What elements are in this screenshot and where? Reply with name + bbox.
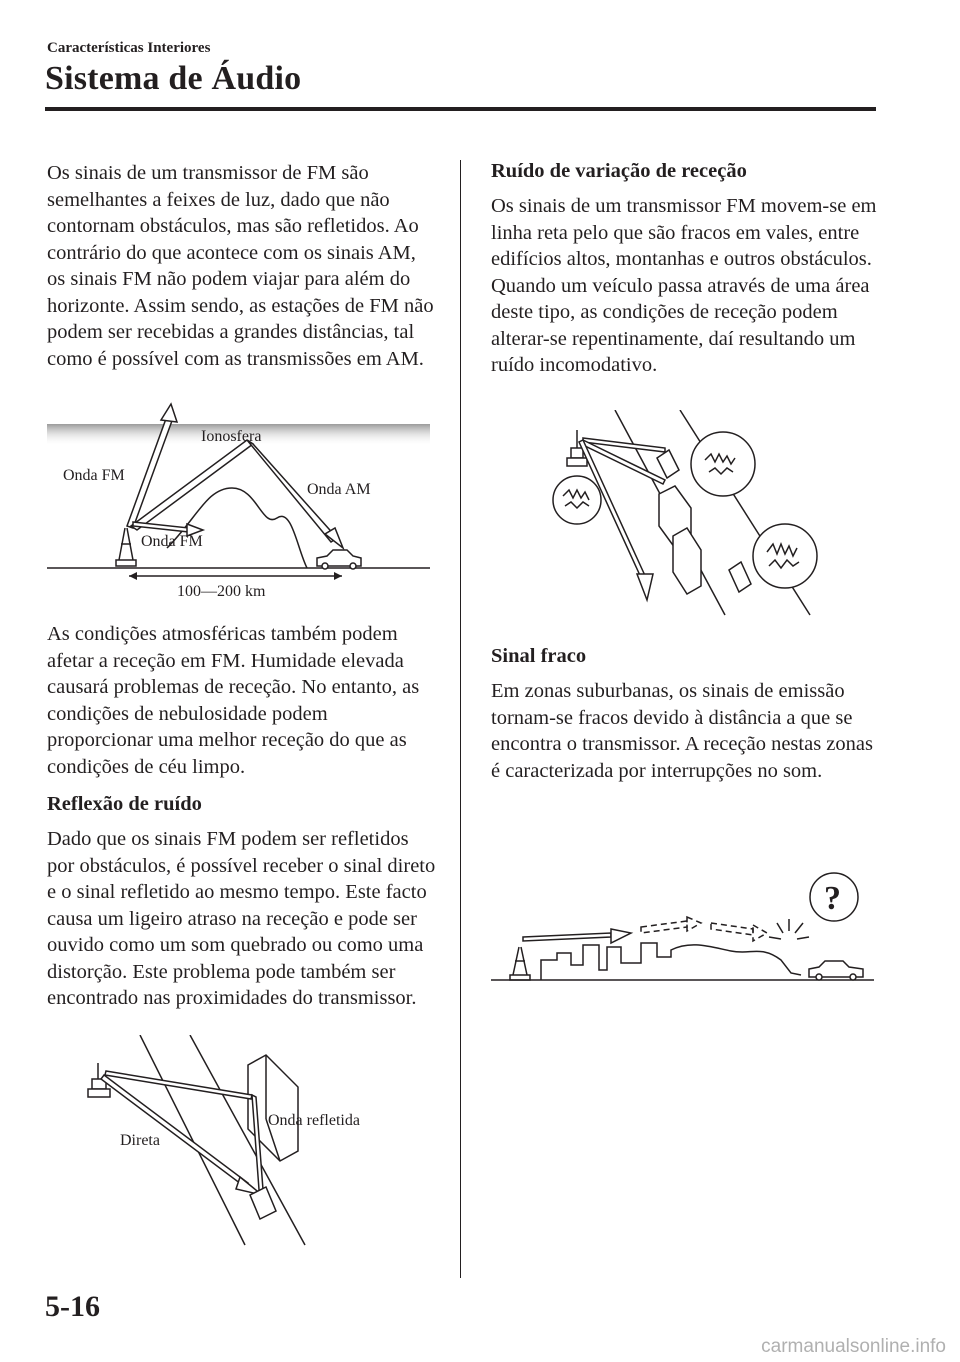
ionosphere-label: Ionosfera <box>201 428 262 445</box>
noise-bubble-bottom <box>753 524 817 588</box>
paragraph-weak-signal: Em zonas suburbanas, os sinais de emissão tornam-se fracos devido à distância a que se encontra o transmissor. A receção nestas zonas é caracterizada por interrupções no som. <box>491 680 873 782</box>
figure-weak-signal <box>491 865 876 985</box>
buildings-icon <box>659 486 701 594</box>
noise-bubble-top <box>691 432 755 496</box>
fm-wave-horizontal-arrow <box>133 522 189 532</box>
heading-weak-signal: Sinal fraco <box>491 645 587 667</box>
section-label: Características Interiores <box>47 40 211 56</box>
paragraph-fm-signals: Os sinais de um transmissor de FM são semelhantes a feixes de luz, dado que não contornam obstáculos, mas são refletidos. Ao contrário do que acontece com os sinais AM, os sinais FM não podem viajar para além do horizonte. Assim sendo, as estações de FM não podem ser recebidas a grandes distâncias, tal como é possível com as transmissões em AM. <box>47 162 434 370</box>
heading-reception-variation: Ruído de variação de receção <box>491 160 747 182</box>
page-title: Sistema de Áudio <box>45 60 302 97</box>
noise-bubble-left <box>553 476 601 524</box>
heading-noise-reflection: Reflexão de ruído <box>47 793 202 815</box>
left-paragraph-1 <box>47 160 437 372</box>
page-number: 5-16 <box>45 1290 100 1323</box>
right-upper-text <box>491 160 883 379</box>
weak-signal-arrows <box>641 917 767 941</box>
fm-wave-label-top: Onda FM <box>63 467 125 484</box>
car-icon <box>317 550 361 569</box>
paragraph-atmospheric: As condições atmosféricas também podem afetar a receção em FM. Humidade elevada causará problemas de receção. No entanto, as condições de nebulosidade podem proporcionar uma melhor receção do que as condições de céu limpo. <box>47 623 420 778</box>
car-icon-top <box>657 450 679 478</box>
right-lower-text <box>491 645 883 784</box>
figure-reflection <box>80 1035 400 1250</box>
question-mark-icon <box>810 873 858 921</box>
car-icon-bottom <box>729 562 751 592</box>
direct-label: Direta <box>120 1132 160 1149</box>
am-wave-label: Onda AM <box>307 481 371 498</box>
paragraph-reflection: Dado que os sinais FM podem ser refletidos por obstáculos, é possível receber o sinal direto e o sinal refletido ao mesmo tempo. Este facto causa um ligeiro atraso na receção e pode ser ouvido como um som quebrado ou como uma distorção. Este problema pode também ser encontrado nas proximidades do transmissor. <box>47 828 436 1009</box>
signal-loss-burst <box>769 919 809 939</box>
watermark: carmanualsonline.info <box>761 1336 946 1357</box>
strong-signal-arrow <box>523 933 611 941</box>
distance-label: 100—200 km <box>177 583 266 600</box>
svg-text:?: ? <box>824 880 841 917</box>
transmitter-tower-icon <box>116 528 136 566</box>
city-skyline <box>541 943 801 980</box>
title-rule <box>45 107 876 111</box>
transmitter-tower-icon <box>510 947 530 980</box>
column-divider <box>460 160 461 1278</box>
fm-wave-label-bottom: Onda FM <box>141 533 203 550</box>
car-icon <box>809 961 863 980</box>
figure-reception-variation <box>545 410 825 620</box>
paragraph-reception-variation: Os sinais de um transmissor FM movem-se em linha reta pelo que são fracos em vales, entre edifícios altos, montanhas e outros obstáculos. Quando um veículo passa através de uma área deste tipo, as condições de receção podem alterar-se repentinamente, daí resultando um ruído incomodativo. <box>491 195 877 376</box>
figure-fm-am-propagation <box>47 398 435 603</box>
reflected-wave-label: Onda refletida <box>268 1112 360 1129</box>
left-lower-text <box>47 621 437 1012</box>
